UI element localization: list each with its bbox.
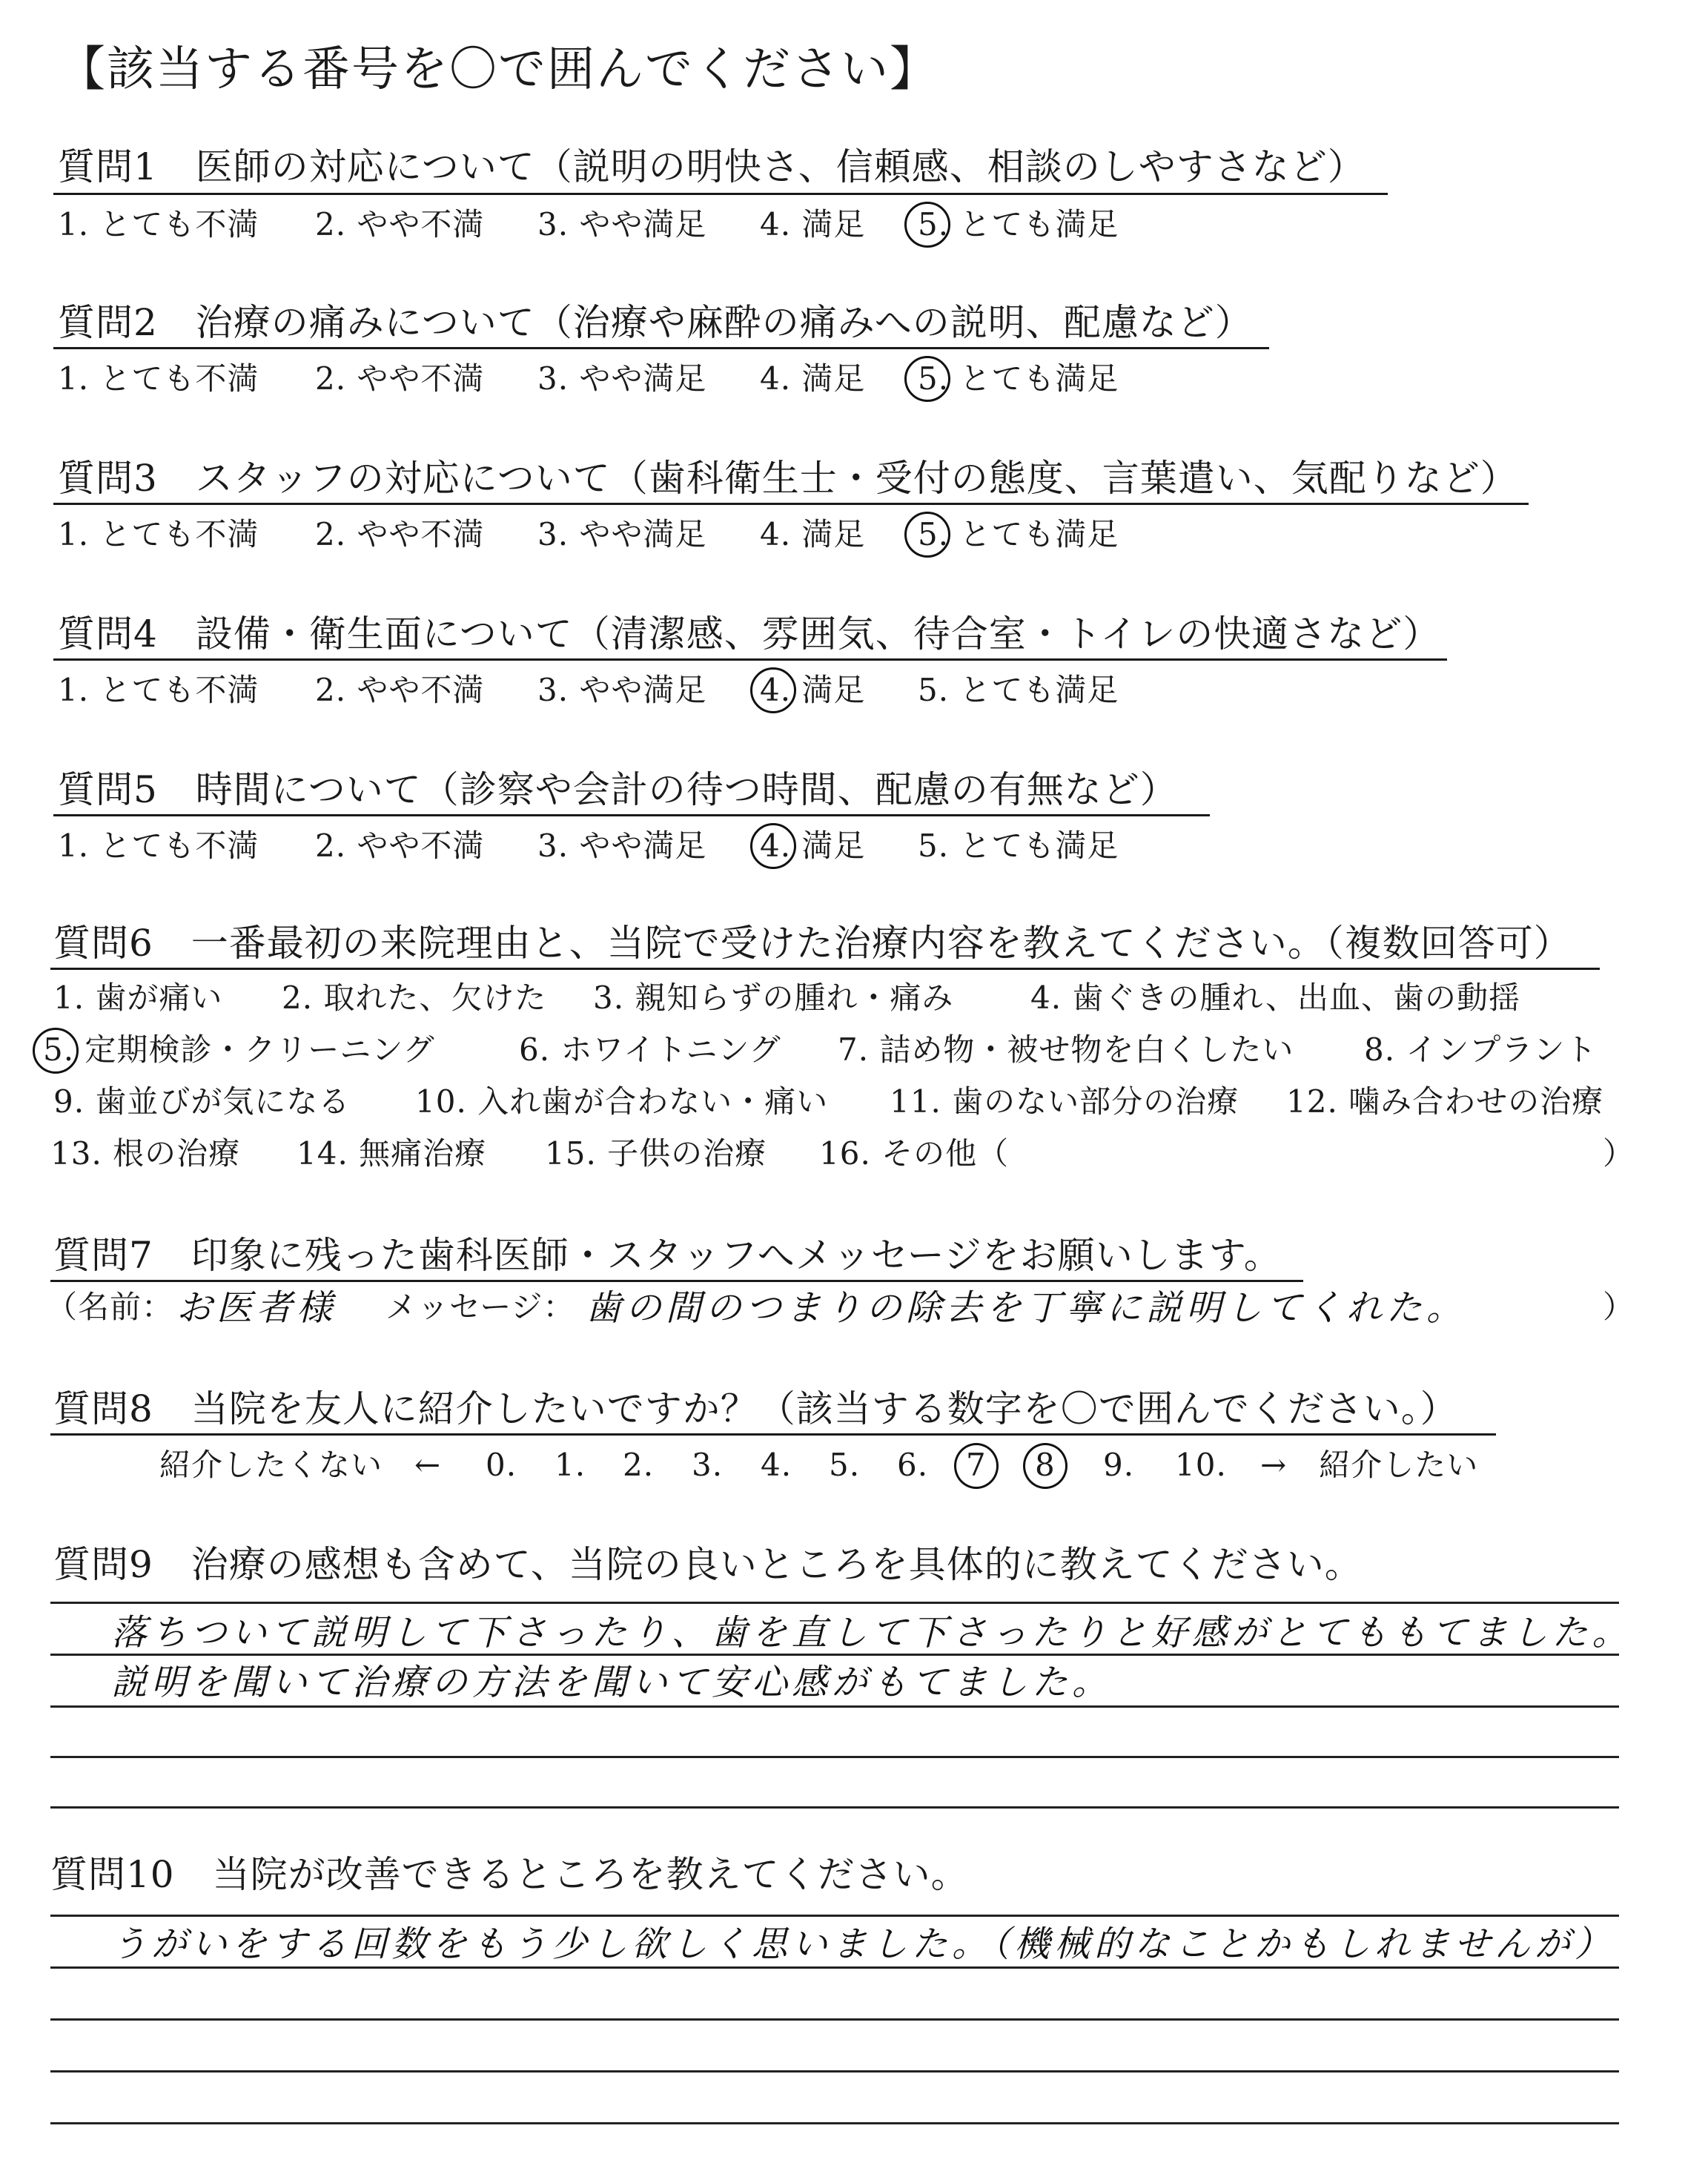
q3-underline [53, 503, 1529, 505]
q6-option-16[interactable]: 16. その他（ [819, 1135, 1010, 1172]
q8-right-label: → 紹介したい [1260, 1447, 1479, 1483]
q6-option-1[interactable]: 1. 歯が痛い [53, 980, 223, 1016]
q5-title: 質問5 時間について（診察や会計の待つ時間、配慮の有無など） [58, 768, 1178, 811]
q10-rule-2 [50, 1966, 1619, 1969]
q10-title: 質問10 当院が改善できるところを教えてください。 [50, 1853, 969, 1896]
q5-option-3[interactable]: 3. やや満足 [537, 828, 707, 864]
q8-score-10[interactable]: 10. [1175, 1447, 1227, 1483]
q6-option-2[interactable]: 2. 取れた、欠けた [282, 980, 547, 1016]
q9-rule-5 [50, 1806, 1619, 1809]
q2-option-4[interactable]: 4. 満足 [760, 360, 866, 397]
q2-underline [53, 347, 1269, 349]
q8-score-1[interactable]: 1. [555, 1447, 586, 1483]
q8-selection-circle-8 [1023, 1443, 1068, 1489]
q2-option-3[interactable]: 3. やや満足 [537, 360, 707, 397]
q10-rule-3 [50, 2018, 1619, 2021]
q6-option-11[interactable]: 11. 歯のない部分の治療 [890, 1083, 1239, 1120]
form-header: 【該当する番号を〇で囲んでください】 [58, 42, 939, 97]
q6-option-5[interactable]: 5. 定期検診・クリーニング [43, 1031, 435, 1068]
q3-option-2[interactable]: 2. やや不満 [315, 516, 485, 552]
q5-option-4[interactable]: 4. 満足 [760, 828, 866, 864]
q3-title: 質問3 スタッフの対応について（歯科衛生士・受付の態度、言葉遣い、気配りなど） [58, 457, 1518, 500]
q6-option-14[interactable]: 14. 無痛治療 [297, 1135, 487, 1172]
q2-option-5[interactable]: 5. とても満足 [918, 360, 1119, 397]
q1-selection-circle [904, 202, 950, 248]
q6-other-close-paren: ） [1603, 1135, 1635, 1172]
q6-option-15[interactable]: 15. 子供の治療 [545, 1135, 767, 1172]
q9-rule-3 [50, 1705, 1619, 1708]
q6-option-3[interactable]: 3. 親知らずの腫れ・痛み [593, 980, 954, 1016]
q1-title: 質問1 医師の対応について（説明の明快さ、信頼感、相談のしやすさなど） [58, 145, 1366, 188]
q1-underline [53, 193, 1388, 195]
q3-selection-circle [904, 512, 950, 558]
q10-answer-line-1[interactable]: うがいをする回数をもう少し欲しく思いました。（機械的なことかもしれませんが） [111, 1923, 1615, 1965]
q1-option-3[interactable]: 3. やや満足 [537, 206, 707, 242]
q7-name-label: （名前： [46, 1289, 174, 1325]
q8-underline [50, 1433, 1496, 1436]
q8-score-6[interactable]: 6. [897, 1447, 929, 1483]
q4-option-5[interactable]: 5. とても満足 [918, 672, 1119, 708]
q6-option-10[interactable]: 10. 入れ歯が合わない・痛い [415, 1083, 829, 1120]
q5-selection-circle [750, 823, 796, 869]
q7-title: 質問7 印象に残った歯科医師・スタッフへメッセージをお願いします。 [53, 1234, 1282, 1277]
q6-selection-circle [33, 1028, 79, 1074]
q3-option-3[interactable]: 3. やや満足 [537, 516, 707, 552]
q9-title: 質問9 治療の感想も含めて、当院の良いところを具体的に教えてください。 [53, 1543, 1363, 1586]
q8-score-5[interactable]: 5. [829, 1447, 861, 1483]
q6-option-4[interactable]: 4. 歯ぐきの腫れ、出血、歯の動揺 [1030, 980, 1520, 1016]
q8-score-4[interactable]: 4. [761, 1447, 792, 1483]
q1-option-1[interactable]: 1. とても不満 [58, 206, 259, 242]
q10-rule-4 [50, 2070, 1619, 2073]
q10-rule-1 [50, 1915, 1619, 1917]
q7-close-paren: ） [1603, 1289, 1635, 1325]
q9-rule-2 [50, 1654, 1619, 1656]
q2-option-1[interactable]: 1. とても不満 [58, 360, 259, 397]
q7-message-value[interactable]: 歯の間のつまりの除去を丁寧に説明してくれた。 [586, 1287, 1467, 1329]
q4-option-3[interactable]: 3. やや満足 [537, 672, 707, 708]
q10-rule-5 [50, 2122, 1619, 2124]
q4-title: 質問4 設備・衛生面について（清潔感、雰囲気、待合室・トイレの快適さなど） [58, 612, 1441, 655]
q2-title: 質問2 治療の痛みについて（治療や麻酔の痛みへの説明、配慮など） [58, 301, 1253, 344]
q1-option-5[interactable]: 5. とても満足 [918, 206, 1119, 242]
q5-option-1[interactable]: 1. とても不満 [58, 828, 259, 864]
q8-score-3[interactable]: 3. [692, 1447, 724, 1483]
q3-option-1[interactable]: 1. とても不満 [58, 516, 259, 552]
q2-selection-circle [904, 356, 950, 402]
q6-option-7[interactable]: 7. 詰め物・被せ物を白くしたい [838, 1031, 1294, 1068]
q5-option-2[interactable]: 2. やや不満 [315, 828, 485, 864]
q8-title: 質問8 当院を友人に紹介したいですか？（該当する数字を〇で囲んでください。） [53, 1387, 1458, 1430]
q9-answer-line-1[interactable]: 落ちついて説明して下さったり、歯を直して下さったりと好感がとてももてました。 [111, 1612, 1632, 1654]
q6-option-12[interactable]: 12. 噛み合わせの治療 [1286, 1083, 1604, 1120]
q5-option-5[interactable]: 5. とても満足 [918, 828, 1119, 864]
q9-rule-1 [50, 1602, 1619, 1604]
q8-score-7[interactable]: 7 [966, 1447, 987, 1483]
q9-answer-line-2[interactable]: 説明を聞いて治療の方法を聞いて安心感がもてました。 [111, 1662, 1113, 1703]
q8-selection-circle-7 [954, 1443, 999, 1489]
q4-option-1[interactable]: 1. とても不満 [58, 672, 259, 708]
q4-option-4[interactable]: 4. 満足 [760, 672, 866, 708]
q6-option-6[interactable]: 6. ホワイトニング [519, 1031, 781, 1068]
q4-underline [53, 658, 1447, 661]
q8-score-2[interactable]: 2. [623, 1447, 655, 1483]
q1-option-4[interactable]: 4. 満足 [760, 206, 866, 242]
q8-left-label: 紹介したくない ← [159, 1447, 442, 1483]
q7-underline [50, 1280, 1303, 1282]
q6-option-13[interactable]: 13. 根の治療 [50, 1135, 241, 1172]
q4-selection-circle [750, 667, 796, 713]
q7-name-value[interactable]: お医者様 [176, 1287, 337, 1329]
q4-option-2[interactable]: 2. やや不満 [315, 672, 485, 708]
q3-option-5[interactable]: 5. とても満足 [918, 516, 1119, 552]
q1-option-2[interactable]: 2. やや不満 [315, 206, 485, 242]
q3-option-4[interactable]: 4. 満足 [760, 516, 866, 552]
q6-underline [50, 968, 1600, 970]
q8-score-0[interactable]: 0. [486, 1447, 517, 1483]
q8-score-8[interactable]: 8 [1035, 1447, 1056, 1483]
q8-score-9[interactable]: 9. [1103, 1447, 1135, 1483]
q7-message-label: メッセージ： [385, 1289, 575, 1325]
q6-option-9[interactable]: 9. 歯並びが気になる [53, 1083, 351, 1120]
q2-option-2[interactable]: 2. やや不満 [315, 360, 485, 397]
q9-rule-4 [50, 1756, 1619, 1758]
q6-option-8[interactable]: 8. インプラント [1364, 1031, 1598, 1068]
q5-underline [53, 814, 1210, 816]
q6-title: 質問6 一番最初の来院理由と、当院で受けた治療内容を教えてください。（複数回答可） [53, 922, 1572, 965]
